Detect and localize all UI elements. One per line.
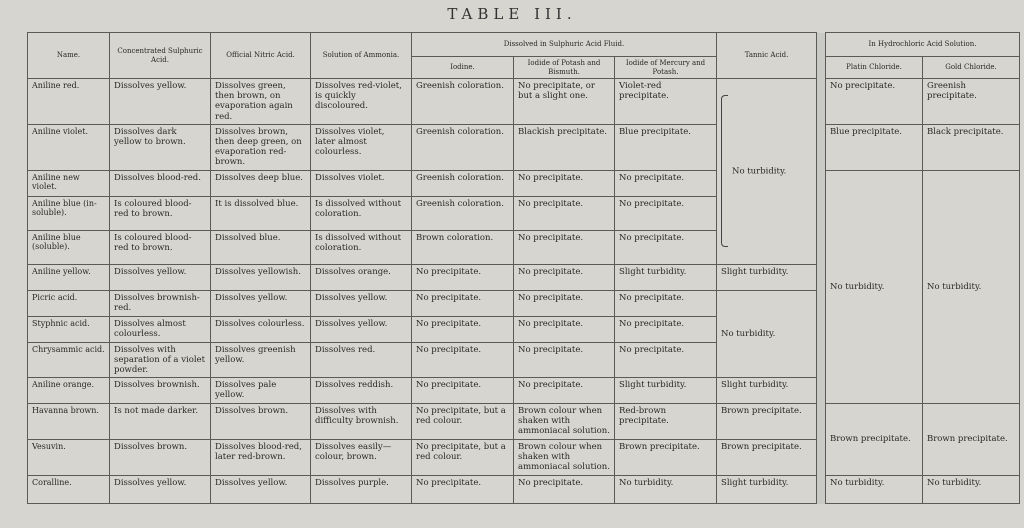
- cell-iodine: No precipitate.: [412, 342, 514, 378]
- cell-bismuth: No precipitate.: [514, 378, 615, 404]
- cell-ammonia: Dissolves violet.: [311, 170, 412, 196]
- cell-mercury: No precipitate.: [615, 230, 717, 264]
- cell-bismuth: Blackish precipitate.: [514, 124, 615, 170]
- cell-mercury: No precipitate.: [615, 290, 717, 316]
- header-iodine: Iodine.: [412, 57, 514, 79]
- cell-tannic: Slight turbidity.: [717, 378, 817, 404]
- cell-platin-span: No turbidity.: [826, 170, 923, 404]
- table-row: [28, 124, 1020, 170]
- cell-mercury: Slight turbidity.: [615, 264, 717, 290]
- cell-tannic: Slight turbidity.: [717, 476, 817, 504]
- cell-gold-span: No turbidity.: [923, 170, 1020, 404]
- cell-nitric: It is dissolved blue.: [211, 196, 311, 230]
- cell-ammonia: Dissolves purple.: [311, 476, 412, 504]
- cell-gold: No turbidity.: [923, 476, 1020, 504]
- cell-sulphuric: Dissolves blood-red.: [110, 170, 211, 196]
- table-row: [28, 476, 1020, 504]
- cell-mercury: Slight turbidity.: [615, 378, 717, 404]
- cell-nitric: Dissolves yellowish.: [211, 264, 311, 290]
- cell-tannic-span: [717, 79, 817, 265]
- header-tannic: Tannic Acid.: [717, 33, 817, 79]
- cell-sulphuric: Is not made darker.: [110, 404, 211, 440]
- table-row: [28, 170, 1020, 196]
- header-sulphuric: Concentrated Sulphuric Acid.: [110, 33, 211, 79]
- cell-mercury: Violet-red precipitate.: [615, 79, 717, 125]
- cell-bismuth: No precipitate.: [514, 264, 615, 290]
- cell-nitric: Dissolves yellow.: [211, 476, 311, 504]
- cell-name: Aniline violet.: [28, 124, 110, 170]
- cell-ammonia: Dissolves red.: [311, 342, 412, 378]
- cell-name: Chrysammic acid.: [28, 342, 110, 378]
- cell-ammonia: Dissolves easily—colour, brown.: [311, 440, 412, 476]
- cell-sulphuric: Is coloured blood-red to brown.: [110, 196, 211, 230]
- column-gap: [817, 79, 826, 504]
- cell-ammonia: Dissolves violet, later almost colourless.: [311, 124, 412, 170]
- cell-iodine: Greenish coloration.: [412, 79, 514, 125]
- cell-nitric: Dissolves deep blue.: [211, 170, 311, 196]
- cell-sulphuric: Dissolves yellow.: [110, 476, 211, 504]
- cell-iodine: Greenish coloration.: [412, 196, 514, 230]
- cell-ammonia: Dissolves yellow.: [311, 316, 412, 342]
- cell-nitric: Dissolves greenish yellow.: [211, 342, 311, 378]
- cell-gold: Greenish precipitate.: [923, 79, 1020, 125]
- cell-platin: No turbidity.: [826, 476, 923, 504]
- cell-name: Vesuvin.: [28, 440, 110, 476]
- cell-nitric: Dissolves colourless.: [211, 316, 311, 342]
- cell-gold: Black precipitate.: [923, 124, 1020, 170]
- cell-sulphuric: Dissolves with separation of a violet powder.: [110, 342, 211, 378]
- cell-iodine: No precipitate, but a red colour.: [412, 404, 514, 440]
- cell-mercury: No precipitate.: [615, 316, 717, 342]
- column-gap: [817, 33, 826, 79]
- header-hcl-group: In Hydrochloric Acid Solution.: [826, 33, 1020, 57]
- cell-tannic-span: No turbidity.: [717, 290, 817, 378]
- cell-name: Aniline new violet.: [28, 170, 110, 196]
- cell-bismuth: Brown colour when shaken with ammoniacal solution.: [514, 440, 615, 476]
- cell-mercury: No precipitate.: [615, 170, 717, 196]
- cell-bismuth: No precipitate.: [514, 290, 615, 316]
- cell-mercury: Red-brown precipitate.: [615, 404, 717, 440]
- cell-name: Aniline blue (soluble).: [28, 230, 110, 264]
- header-name: Name.: [28, 33, 110, 79]
- cell-nitric: Dissolves pale yellow.: [211, 378, 311, 404]
- cell-bismuth: No precipitate, or but a slight one.: [514, 79, 615, 125]
- header-iodide-bismuth: Iodide of Potash and Bismuth.: [514, 57, 615, 79]
- cell-nitric: Dissolves brown, then deep green, on evaporation red-brown.: [211, 124, 311, 170]
- cell-name: Coralline.: [28, 476, 110, 504]
- header-platin: Platin Chloride.: [826, 57, 923, 79]
- brace-mark: [721, 95, 728, 247]
- cell-tannic: Brown precipitate.: [717, 440, 817, 476]
- cell-ammonia: Dissolves red-violet, is quickly discoloured.: [311, 79, 412, 125]
- cell-name: Havanna brown.: [28, 404, 110, 440]
- cell-nitric: Dissolved blue.: [211, 230, 311, 264]
- table-title: TABLE III.: [447, 5, 577, 23]
- cell-mercury: No turbidity.: [615, 476, 717, 504]
- header-iodide-mercury: Iodide of Mercury and Potash.: [615, 57, 717, 79]
- cell-name: Aniline red.: [28, 79, 110, 125]
- cell-mercury: No precipitate.: [615, 196, 717, 230]
- reaction-table: [27, 32, 1020, 504]
- cell-mercury: Brown precipitate.: [615, 440, 717, 476]
- cell-tannic: Brown precipitate.: [717, 404, 817, 440]
- cell-ammonia: Is dissolved without coloration.: [311, 230, 412, 264]
- cell-platin: Blue precipitate.: [826, 124, 923, 170]
- cell-bismuth: No precipitate.: [514, 316, 615, 342]
- cell-tannic: Slight turbidity.: [717, 264, 817, 290]
- cell-name: Picric acid.: [28, 290, 110, 316]
- cell-nitric: Dissolves brown.: [211, 404, 311, 440]
- cell-ammonia: Dissolves yellow.: [311, 290, 412, 316]
- cell-iodine: Greenish coloration.: [412, 170, 514, 196]
- header-dissolved-group: Dissolved in Sulphuric Acid Fluid.: [412, 33, 717, 57]
- cell-gold-span: Brown precipitate.: [923, 404, 1020, 476]
- table-row: [28, 79, 1020, 125]
- cell-bismuth: No precipitate.: [514, 230, 615, 264]
- cell-nitric: Dissolves blood-red, later red-brown.: [211, 440, 311, 476]
- cell-mercury: No precipitate.: [615, 342, 717, 378]
- cell-name: Styphnic acid.: [28, 316, 110, 342]
- cell-nitric: Dissolves green, then brown, on evaporation again red.: [211, 79, 311, 125]
- cell-sulphuric: Dissolves brownish.: [110, 378, 211, 404]
- cell-iodine: No precipitate.: [412, 290, 514, 316]
- header-ammonia: Solution of Ammonia.: [311, 33, 412, 79]
- cell-iodine: No precipitate.: [412, 264, 514, 290]
- cell-ammonia: Dissolves with difficulty brownish.: [311, 404, 412, 440]
- cell-name: Aniline orange.: [28, 378, 110, 404]
- cell-sulphuric: Dissolves almost colourless.: [110, 316, 211, 342]
- cell-name: Aniline yellow.: [28, 264, 110, 290]
- cell-sulphuric: Dissolves brownish-red.: [110, 290, 211, 316]
- cell-iodine: No precipitate.: [412, 316, 514, 342]
- cell-iodine: No precipitate, but a red colour.: [412, 440, 514, 476]
- cell-sulphuric: Dissolves dark yellow to brown.: [110, 124, 211, 170]
- cell-sulphuric: Dissolves brown.: [110, 440, 211, 476]
- tannic-no-turbidity: No turbidity.: [732, 166, 787, 177]
- cell-bismuth: No precipitate.: [514, 476, 615, 504]
- cell-bismuth: No precipitate.: [514, 170, 615, 196]
- cell-iodine: No precipitate.: [412, 476, 514, 504]
- cell-ammonia: Is dissolved without coloration.: [311, 196, 412, 230]
- cell-sulphuric: Dissolves yellow.: [110, 264, 211, 290]
- cell-platin-span: Brown precipitate.: [826, 404, 923, 476]
- cell-sulphuric: Dissolves yellow.: [110, 79, 211, 125]
- cell-ammonia: Dissolves reddish.: [311, 378, 412, 404]
- header-nitric: Official Nitric Acid.: [211, 33, 311, 79]
- cell-platin: No precipitate.: [826, 79, 923, 125]
- cell-iodine: Greenish coloration.: [412, 124, 514, 170]
- cell-bismuth: No precipitate.: [514, 196, 615, 230]
- cell-bismuth: No precipitate.: [514, 342, 615, 378]
- cell-ammonia: Dissolves orange.: [311, 264, 412, 290]
- cell-mercury: Blue precipitate.: [615, 124, 717, 170]
- cell-nitric: Dissolves yellow.: [211, 290, 311, 316]
- cell-iodine: Brown coloration.: [412, 230, 514, 264]
- cell-name: Aniline blue (in-soluble).: [28, 196, 110, 230]
- table-row: [28, 404, 1020, 440]
- cell-iodine: No precipitate.: [412, 378, 514, 404]
- cell-bismuth: Brown colour when shaken with ammoniacal solution.: [514, 404, 615, 440]
- header-gold: Gold Chloride.: [923, 57, 1020, 79]
- cell-sulphuric: Is coloured blood-red to brown.: [110, 230, 211, 264]
